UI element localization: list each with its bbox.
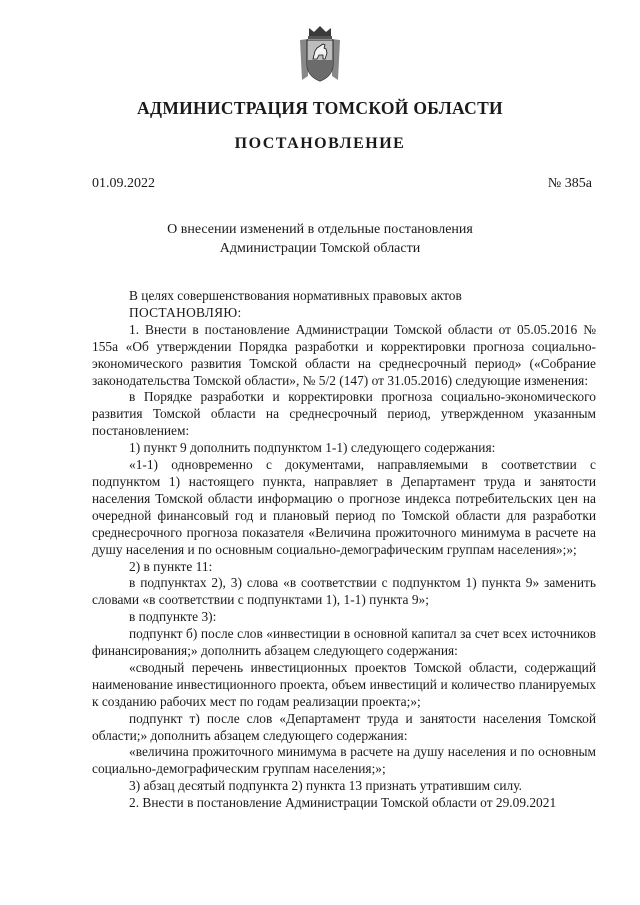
organization-name: АДМИНИСТРАЦИЯ ТОМСКОЙ ОБЛАСТИ (137, 98, 503, 118)
subject-line-1: О внесении изменений в отдельные постановления (167, 222, 473, 237)
document-subject (0, 220, 640, 258)
paragraph: «1-1) одновременно с документами, направляемыми в соответствии с подпунктом 1) настоящего пункта, направляет в Департамент труда и занятости населения Томской области информацию о прогнозе индекса потребительских цен на очередной финансовый год и плановый период по Томской области для разработки среднесрочного прогноза показателя «Величина прожиточного минимума в расчете на душу населения и по основным социально-демографическим группам населения»;»; (92, 457, 596, 557)
paragraph: 2) в пункте 11: (129, 558, 213, 574)
coat-of-arms-icon (298, 24, 342, 84)
document-body (92, 288, 596, 812)
paragraph: подпункт т) после слов «Департамент труда и занятости населения Томской области;» дополнить абзацем следующего содержания: (92, 710, 596, 743)
paragraph-preamble: В целях совершенствования нормативных правовых актов (129, 288, 462, 303)
paragraph: в Порядке разработки и корректировки прогноза социально-экономического развития Томской области на среднесрочный период, утвержденном указанным постановлением: (92, 389, 596, 439)
subject-line-2: Администрации Томской области (219, 241, 421, 256)
paragraph: в подпункте 3): (129, 609, 217, 625)
paragraph-item-2: 2. Внести в постановление Администрации Томской области от 29.09.2021 (129, 795, 557, 811)
paragraph: 1) пункт 9 дополнить подпунктом 1-1) следующего содержания: (129, 440, 496, 456)
paragraph-item-1: 1. Внести в постановление Администрации Томской области от 05.05.2016 № 155а «Об утверждении Порядка разработки и корректировки прогноза социально-экономического развития Томской области на среднесрочный период» («Собрание законодательства Томской области», № 5/2 (147) от 31.05.2016) следующие изменения: (92, 321, 596, 388)
document-number: № 385а (547, 176, 592, 191)
document-type-heading: ПОСТАНОВЛЕНИЕ (234, 135, 406, 152)
paragraph: в подпунктах 2), 3) слова «в соответствии с подпунктом 1) пункта 9» заменить словами «в соответствии с подпунктами 1), 1-1) пункта 9»; (92, 575, 596, 608)
paragraph: подпункт б) после слов «инвестиции в основной капитал за счет всех источников финансирования;» дополнить абзацем следующего содержания: (92, 626, 596, 659)
paragraph: «сводный перечень инвестиционных проектов Томской области, содержащий наименование инвестиционного проекта, объем инвестиций и количество планируемых к созданию рабочих мест по годам реализации проекта;»; (92, 659, 596, 709)
paragraph: 3) абзац десятый подпункта 2) пункта 13 признать утратившим силу. (129, 778, 522, 794)
paragraph: «величина прожиточного минимума в расчете на душу населения и по основным социально-демографическим группам населения;»; (92, 744, 596, 777)
document-date: 01.09.2022 (92, 176, 155, 191)
paragraph-decree: ПОСТАНОВЛЯЮ: (129, 304, 242, 320)
